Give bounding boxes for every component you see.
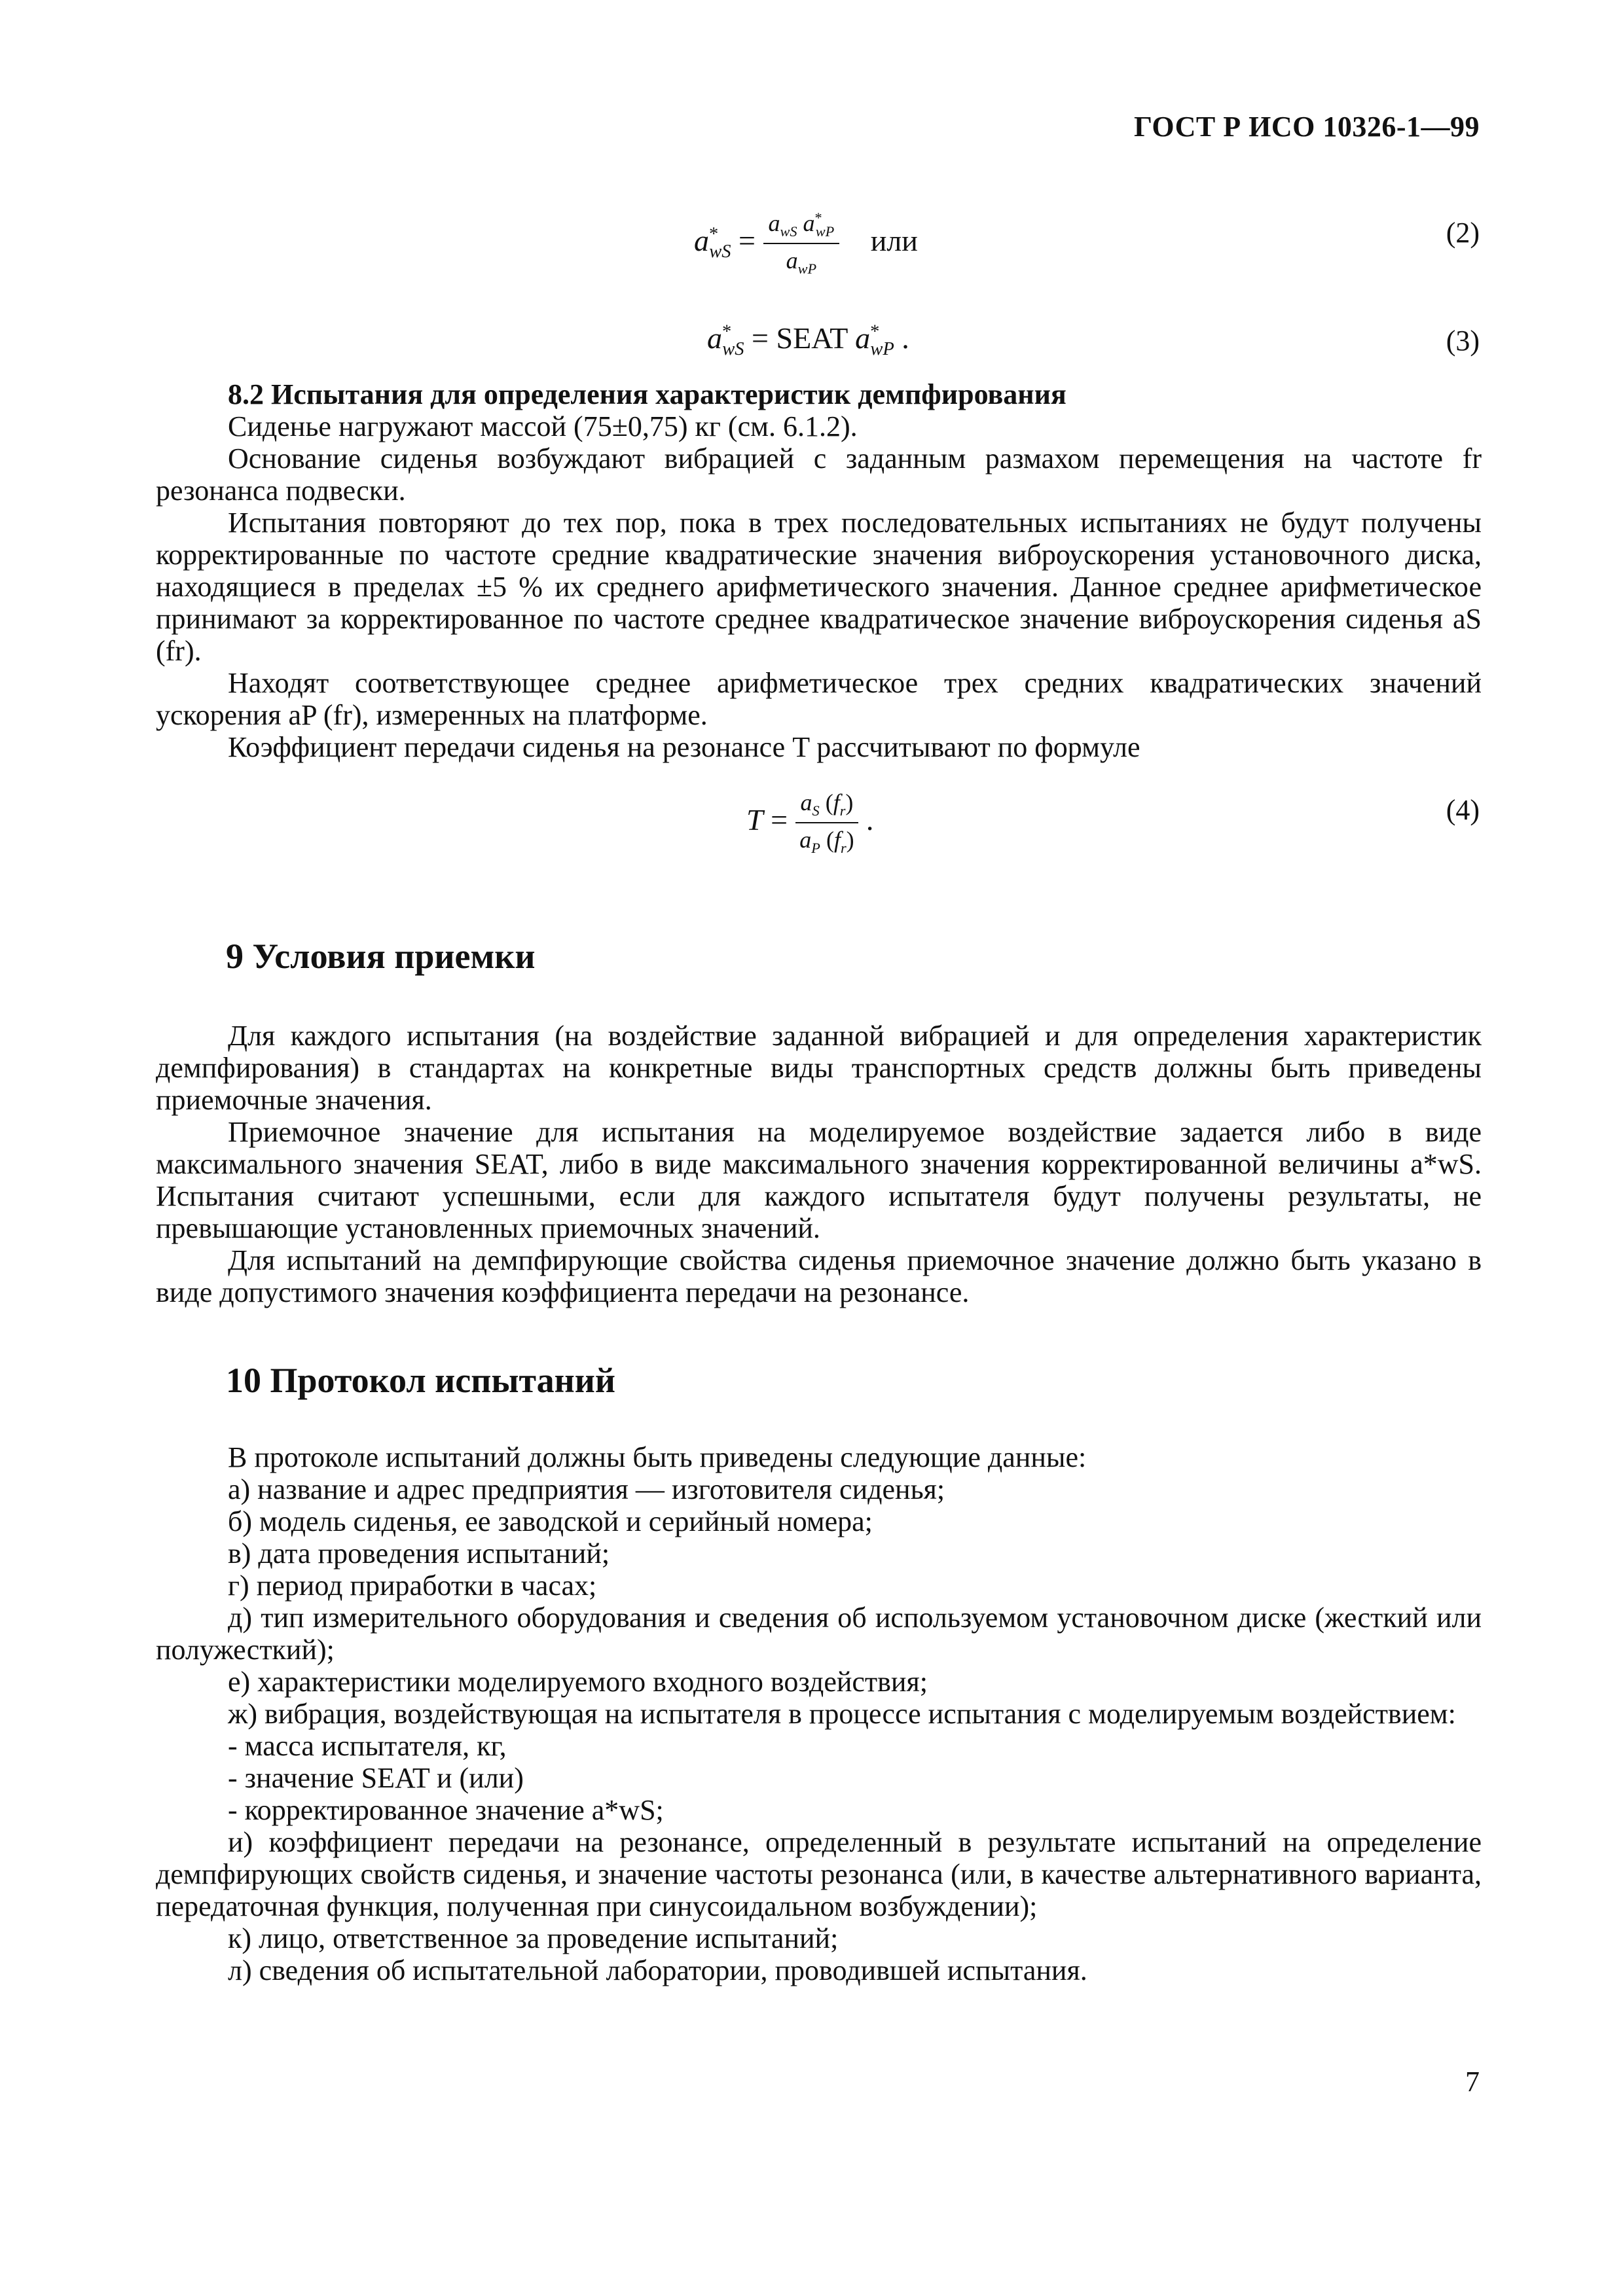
equation-3: $a^*_{wS}$ = SEAT $a^*_{wP}$ . (707, 321, 909, 360)
paragraph: Находят соответствующее среднее арифметическое трех средних квадратических значений ускорения aP (fr), измеренных на платформе. (156, 667, 1482, 731)
section-10-intro: В протоколе испытаний должны быть приведены следующие данные: (228, 1441, 1087, 1473)
list-item: л) сведения об испытательной лаборатории, проводившей испытания. (228, 1954, 1087, 1986)
list-item: - корректированное значение a*wS; (228, 1794, 664, 1826)
list-item: и) коэффициент передачи на резонансе, определенный в результате испытаний на определение демпфирующих свойств сиденья, и значение частоты резонанса (или, в качестве альтернативного варианта, передаточная функция, полученная при синусоидальном возбуждении); (156, 1826, 1482, 1922)
equation-2-number: (2) (1446, 217, 1480, 249)
list-item: в) дата проведения испытаний; (228, 1537, 610, 1570)
section-8-2 (156, 378, 1482, 763)
equation-2-fraction: $\frac{a_{wS} a^*_{wP}}{a_{wP}}$ (763, 209, 840, 278)
equation-2: $a^*_{wS}$ = $\frac{a_{wS} a^*_{wP}}{a_{wP}}$ или (694, 209, 918, 278)
paragraph: Приемочное значение для испытания на моделируемое воздействие задается либо в виде максимального значения SEAT, либо в виде максимального значения корректированной величины a*wS. Испытания считают успешными, если для каждого испытателя будут получены результаты, не превышающие установленных приемочных значений. (156, 1116, 1482, 1244)
section-10-body (156, 1441, 1482, 1986)
equation-4-fraction: $\frac{a_S (f_r)}{a_P (f_r)}$ (795, 789, 859, 857)
list-item: е) характеристики моделируемого входного воздействия; (228, 1666, 928, 1698)
equation-2-or-word: или (870, 223, 918, 257)
list-item: - масса испытателя, кг, (228, 1730, 507, 1762)
paragraph: Для испытаний на демпфирующие свойства сиденья приемочное значение должно быть указано в виде допустимого значения коэффициента передачи на резонансе. (156, 1244, 1482, 1308)
list-item: ж) вибрация, воздействующая на испытателя в процессе испытания с моделируемым воздействием: (228, 1698, 1456, 1730)
section-9-body (156, 1020, 1482, 1308)
list-item: б) модель сиденья, ее заводской и серийный номера; (228, 1505, 873, 1537)
equation-3-number: (3) (1446, 325, 1480, 357)
list-item: а) название и адрес предприятия — изготовителя сиденья; (228, 1473, 945, 1505)
paragraph: Основание сиденья возбуждают вибрацией с заданным размахом перемещения на частоте fr резонанса подвески. (156, 442, 1482, 507)
section-10-heading: 10 Протокол испытаний (226, 1361, 616, 1400)
paragraph: Сиденье нагружают массой (75±0,75) кг (см. 6.1.2). (228, 410, 858, 442)
section-8-2-heading: 8.2 Испытания для определения характеристик демпфирования (228, 378, 1067, 410)
section-9-heading: 9 Условия приемки (226, 937, 536, 976)
list-item: г) период приработки в часах; (228, 1570, 597, 1602)
paragraph: Коэффициент передачи сиденья на резонансе T рассчитывают по формуле (228, 731, 1140, 763)
list-item: д) тип измерительного оборудования и сведения об используемом установочном диске (жесткий или полужесткий); (156, 1602, 1482, 1666)
list-item: к) лицо, ответственное за проведение испытаний; (228, 1922, 839, 1954)
document-header-code: ГОСТ Р ИСО 10326-1—99 (1133, 111, 1480, 143)
page-number: 7 (1465, 2066, 1480, 2098)
list-item: - значение SEAT и (или) (228, 1762, 524, 1794)
equation-4: T = $\frac{a_S (f_r)}{a_P (f_r)}$ . (746, 789, 874, 857)
paragraph: Испытания повторяют до тех пор, пока в трех последовательных испытаниях не будут получены корректированные по частоте средние квадратические значения виброускорения установочного диска, находящиеся в пределах ±5 % их среднего арифметического значения. Данное среднее арифметическое принимают за корректированное по частоте среднее квадратическое значение виброускорения сиденья aS (fr). (156, 507, 1482, 667)
paragraph: Для каждого испытания (на воздействие заданной вибрацией и для определения характеристик демпфирования) в стандартах на конкретные виды транспортных средств должны быть приведены приемочные значения. (156, 1020, 1482, 1116)
equation-4-number: (4) (1446, 794, 1480, 826)
